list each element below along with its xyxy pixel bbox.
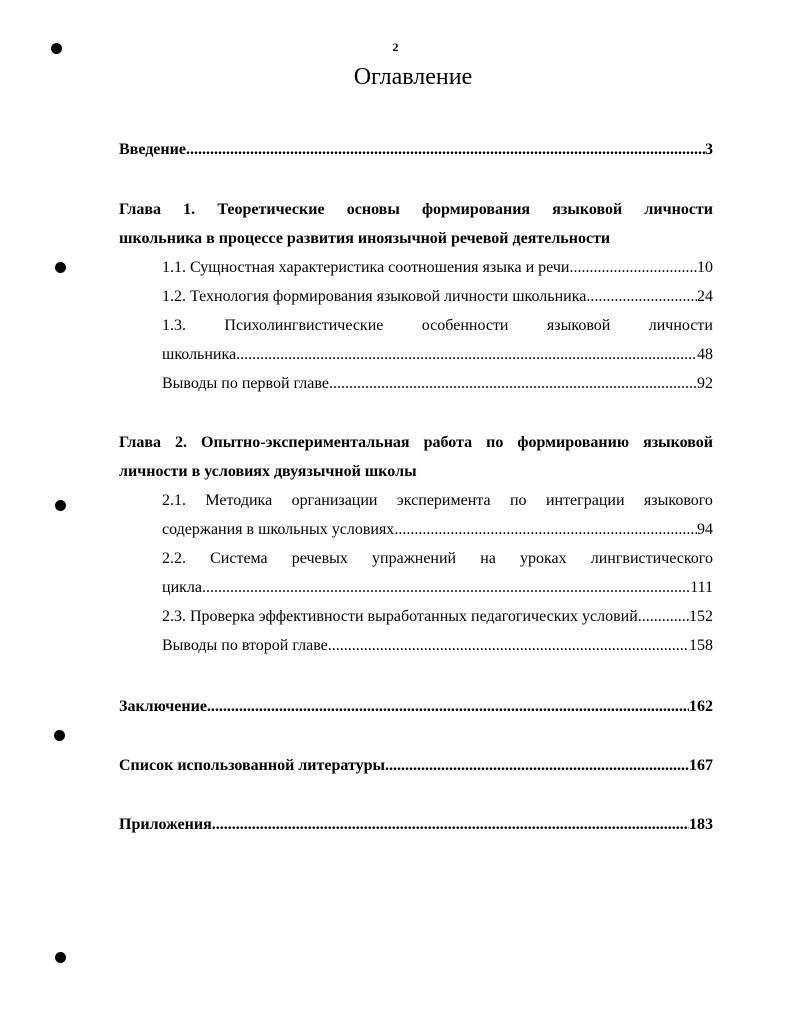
toc-label: цикла: [162, 579, 202, 596]
toc-page: 3: [705, 141, 713, 158]
chapter-heading: личности в условиях двуязычной школы: [119, 463, 417, 480]
toc-word: Психолингвистические: [224, 317, 384, 334]
binder-hole: [55, 500, 66, 511]
toc-page: 92: [697, 375, 713, 392]
toc-references[interactable]: [119, 751, 713, 780]
leader-dots: [328, 631, 689, 660]
chapter-heading: Глава 2. Опытно-экспериментальная работа по формированию языковой: [119, 434, 713, 451]
toc-word: эксперимента: [396, 492, 491, 509]
toc-word: уроках: [520, 550, 567, 567]
chapter-heading: школьника в процессе развития иноязычной речевой деятельности: [119, 230, 611, 247]
leader-dots: [202, 573, 690, 602]
page-number: 2: [392, 40, 399, 54]
toc-appendices[interactable]: [119, 810, 713, 839]
toc-word: по: [509, 492, 527, 509]
leader-dots: [329, 369, 697, 398]
binder-hole: [55, 952, 66, 963]
toc-item-1-1[interactable]: [119, 253, 713, 282]
chapter-heading: Глава 1. Теоретические основы формирования языковой личности: [119, 201, 713, 218]
leader-dots: [394, 515, 697, 544]
leader-dots: [212, 810, 689, 839]
toc-page: 48: [697, 346, 713, 363]
toc-label: 1.2. Технология формирования языковой личности школьника: [162, 288, 587, 305]
toc-label: 2.3. Проверка эффективности выработанных педагогических условий: [162, 608, 638, 625]
toc-label: Выводы по второй главе: [162, 637, 328, 654]
toc-label: Выводы по первой главе: [162, 375, 329, 392]
toc-word: 2.2.: [162, 550, 186, 567]
toc-word: языковой: [546, 317, 611, 334]
leader-dots: [569, 253, 697, 282]
toc-item-2-2[interactable]: [119, 544, 713, 602]
toc-word: особенности: [421, 317, 509, 334]
toc-page: 162: [689, 698, 713, 715]
toc-word: речевых: [291, 550, 348, 567]
toc-label: Приложения: [119, 816, 212, 833]
toc-item-2-conclusions[interactable]: [119, 631, 713, 660]
leader-dots: [207, 692, 689, 721]
leader-dots: [385, 751, 689, 780]
toc-word: лингвистического: [590, 550, 713, 567]
toc-page: 158: [689, 637, 713, 654]
toc-label: содержания в школьных условиях: [162, 521, 395, 538]
leader-dots: [236, 340, 697, 369]
toc-item-1-conclusions[interactable]: [119, 369, 713, 398]
toc-word: Методика: [205, 492, 273, 509]
toc-page: 24: [697, 288, 713, 305]
toc-label: 1.1. Сущностная характеристика соотношения языка и речи: [162, 259, 570, 276]
toc-word: 2.1.: [162, 492, 186, 509]
toc-page: 10: [697, 259, 713, 276]
toc-page: 111: [690, 579, 713, 596]
toc-word: на: [480, 550, 496, 567]
toc-chapter-1: [119, 195, 713, 398]
toc-chapter-2: [119, 428, 713, 660]
toc-page: 94: [697, 521, 713, 538]
toc-item-1-2[interactable]: [119, 282, 713, 311]
toc-word: личности: [648, 317, 713, 334]
binder-hole: [54, 730, 65, 741]
toc-page: 152: [689, 608, 713, 625]
toc-label: школьника: [162, 346, 237, 363]
toc-item-2-1[interactable]: [119, 486, 713, 544]
toc-page: 183: [689, 816, 713, 833]
toc-item-1-3[interactable]: [119, 311, 713, 369]
toc-label: Заключение: [119, 698, 207, 715]
leader-dots: [586, 282, 697, 311]
page-title: Оглавление: [353, 64, 473, 90]
toc-intro[interactable]: [119, 135, 713, 164]
toc-word: упражнений: [372, 550, 457, 567]
toc-word: языкового: [643, 492, 713, 509]
leader-dots: [186, 135, 705, 164]
toc-label: Список использованной литературы: [119, 757, 385, 774]
toc-conclusion[interactable]: [119, 692, 713, 721]
toc-word: интеграции: [545, 492, 625, 509]
leader-dots: [638, 602, 689, 631]
toc-word: организации: [291, 492, 378, 509]
toc-word: Система: [210, 550, 268, 567]
toc-label: Введение: [119, 141, 186, 158]
binder-hole: [55, 262, 66, 273]
toc-item-2-3[interactable]: [119, 602, 713, 631]
toc-page: 167: [689, 757, 713, 774]
toc-word: 1.3.: [162, 317, 186, 334]
